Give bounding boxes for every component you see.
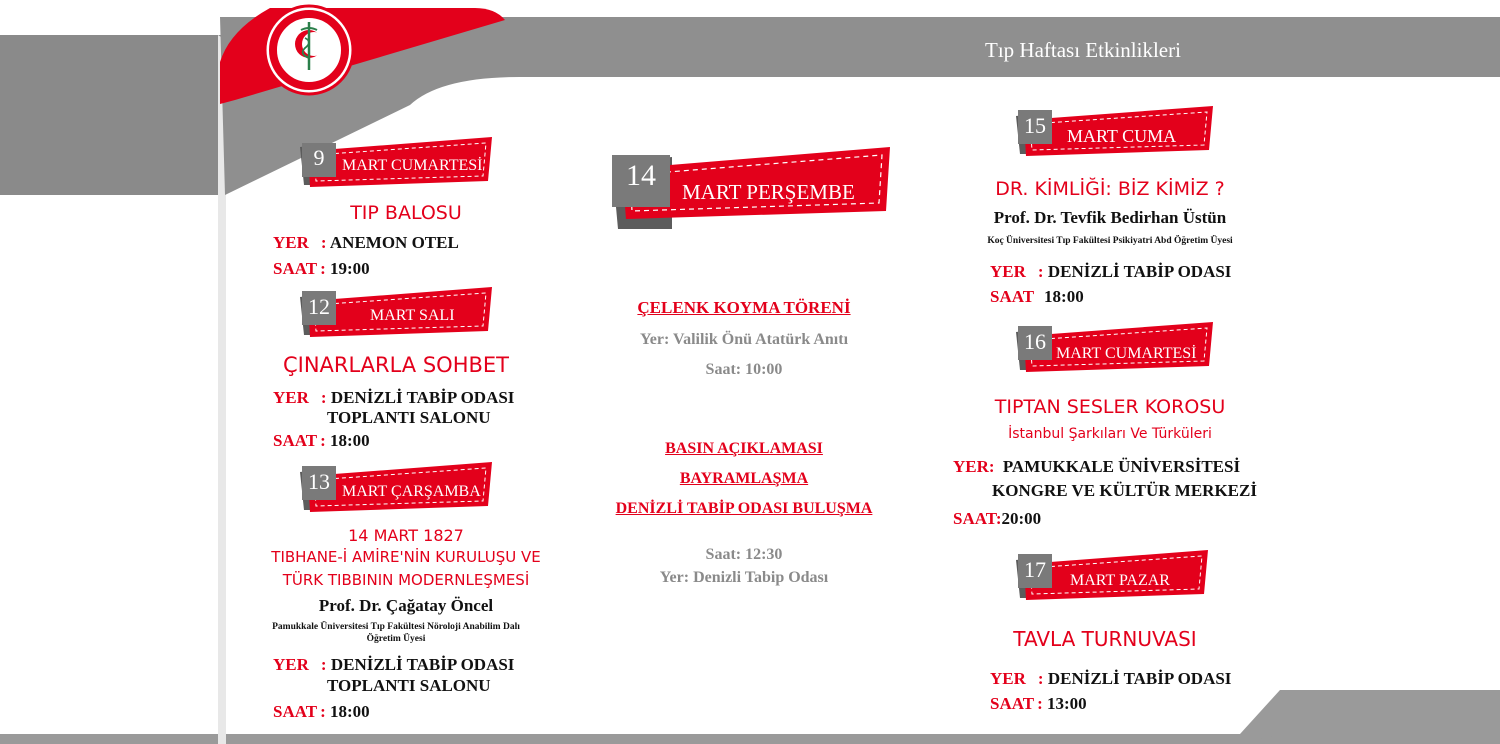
event-location: YER : DENİZLİ TABİP ODASI — [273, 388, 515, 407]
event-title: ÇINARLARLA SOHBET — [282, 353, 510, 377]
event-location-line2: TOPLANTI SALONU — [327, 408, 491, 427]
ribbon-month-label: MART CUMARTESİ — [1056, 345, 1197, 362]
page-title: Tıp Haftası Etkinlikleri — [985, 38, 1181, 62]
event-speaker-affiliation: Koç Üniversitesi Tıp Fakültesi Psikiyatri Abd Öğretim Üyesi — [987, 236, 1233, 246]
date-ribbon-13 — [296, 460, 496, 516]
event-subtitle: İstanbul Şarkıları Ve Türküleri — [1008, 426, 1212, 442]
date-ribbon-9 — [296, 135, 496, 191]
event-location: YER : DENİZLİ TABİP ODASI — [990, 262, 1232, 281]
event-location-line2: KONGRE VE KÜLTÜR MERKEZİ — [992, 481, 1257, 500]
event-title: ÇELENK KOYMA TÖRENİ — [637, 298, 851, 317]
event-title-line: DENİZLİ TABİP ODASI BULUŞMA — [615, 500, 873, 517]
ribbon-day-number: 13 — [308, 469, 330, 494]
event-title: TIP BALOSU — [350, 202, 462, 224]
event-title: TAVLA TURNUVASI — [1013, 627, 1197, 651]
ribbon-day-number: 15 — [1024, 113, 1046, 138]
date-ribbon-15 — [1012, 104, 1217, 160]
ribbon-month-label: MART PERŞEMBE — [682, 180, 855, 204]
ribbon-day-number: 14 — [626, 159, 656, 192]
date-ribbon-16 — [1012, 320, 1217, 376]
event-location: YER : ANEMON OTEL — [273, 233, 459, 252]
event-title-line: BAYRAMLAŞMA — [679, 470, 809, 487]
event-time: Saat: 12:30 — [705, 546, 783, 563]
event-title-line: BASIN AÇIKLAMASI — [665, 440, 823, 457]
event-location: YER: PAMUKKALE ÜNİVERSİTESİ — [953, 457, 1241, 476]
event-title: DR. KİMLİĞİ: BİZ KİMİZ ? — [995, 178, 1225, 200]
date-ribbon-12 — [296, 285, 496, 341]
ribbon-month-label: MART PAZAR — [1070, 572, 1170, 589]
event-speaker-affiliation: Öğretim Üyesi — [366, 634, 426, 644]
logo — [263, 4, 355, 96]
ribbon-day-number: 12 — [308, 294, 330, 319]
event-title-line: TIBHANE-İ AMİRE'NİN KURULUŞU VE — [271, 548, 541, 566]
event-time: SAAT 18:00 — [990, 287, 1084, 306]
event-location-line2: TOPLANTI SALONU — [327, 676, 491, 695]
ribbon-day-number: 17 — [1024, 557, 1046, 582]
ribbon-day-number: 9 — [313, 145, 325, 170]
event-title: TIPTAN SESLER KOROSU — [994, 396, 1226, 418]
date-ribbon-17 — [1012, 548, 1212, 604]
event-time: SAAT:20:00 — [953, 509, 1042, 528]
event-speaker: Prof. Dr. Tevfik Bedirhan Üstün — [993, 208, 1227, 227]
event-title-line: 14 MART 1827 — [348, 526, 464, 545]
ribbon-month-label: MART CUMARTESİ — [342, 157, 483, 174]
event-time: SAAT : 18:00 — [273, 431, 370, 450]
ribbon-day-number: 16 — [1024, 329, 1046, 354]
event-title-line: TÜRK TIBBININ MODERNLEŞMESİ — [282, 571, 530, 589]
event-location: YER : DENİZLİ TABİP ODASI — [273, 655, 515, 674]
event-location: Yer: Denizli Tabip Odası — [659, 569, 829, 586]
date-ribbon-14 — [604, 145, 894, 233]
event-time: SAAT : 13:00 — [990, 694, 1087, 713]
event-location: YER : DENİZLİ TABİP ODASI — [990, 669, 1232, 688]
event-time: SAAT : 19:00 — [273, 259, 370, 278]
ribbon-month-label: MART CUMA — [1067, 126, 1177, 146]
ribbon-month-label: MART SALI — [370, 307, 455, 324]
event-time: Saat: 10:00 — [705, 361, 783, 378]
ribbon-month-label: MART ÇARŞAMBA — [342, 483, 481, 500]
caduceus-logo-icon — [263, 4, 355, 96]
event-time: SAAT : 18:00 — [273, 702, 370, 721]
event-location: Yer: Valilik Önü Atatürk Anıtı — [639, 331, 849, 348]
event-speaker-affiliation: Pamukkale Üniversitesi Tıp Fakültesi Nöroloji Anabilim Dalı — [272, 622, 520, 632]
event-speaker: Prof. Dr. Çağatay Öncel — [318, 596, 494, 615]
